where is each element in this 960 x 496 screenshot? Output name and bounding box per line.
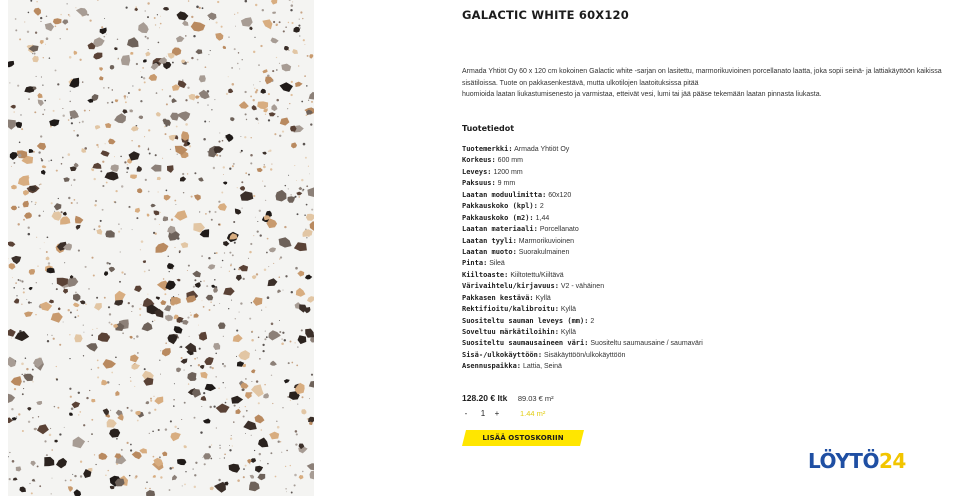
specs-list	[462, 144, 703, 373]
spec-value: Porcellanato	[539, 226, 579, 234]
spec-row	[462, 293, 703, 304]
quantity-area: 1.44 m²	[520, 409, 546, 418]
quantity-decrease-button[interactable]: -	[464, 409, 468, 418]
spec-row	[462, 144, 703, 155]
spec-value: Kiiltotettu/Kiiltävä	[510, 271, 564, 279]
spec-row	[462, 155, 703, 166]
spec-label: Suositeltu saumausaineen väri:	[462, 339, 589, 348]
spec-row	[462, 338, 703, 349]
spec-value: 1200 mm	[493, 168, 523, 176]
spec-value: Sileä	[489, 260, 505, 268]
spec-value: 2	[590, 317, 595, 325]
spec-label: Korkeus:	[462, 156, 496, 165]
page-title: GALACTIC WHITE 60X120	[462, 8, 629, 22]
spec-value: Lattia, Seinä	[522, 363, 562, 371]
quantity-value[interactable]: 1	[480, 409, 486, 418]
spec-row	[462, 224, 703, 235]
spec-label: Suositeltu sauman leveys (mm):	[462, 316, 589, 325]
spec-value: Sisäkäyttöön/ulkokäyttöön	[544, 351, 626, 359]
spec-value: 60x120	[548, 191, 572, 199]
spec-value: V2 - vähäinen	[560, 283, 605, 291]
spec-row	[462, 178, 703, 189]
logo-text-number: 24	[878, 449, 906, 473]
spec-label: Värivaihtelu/kirjavuus:	[462, 282, 559, 291]
description-line: sisätiloissa. Tuote on pakkasenkestävä, mutta ulkotilojen laatoituksissa pitää	[462, 79, 699, 87]
spec-value: Kyllä	[560, 306, 577, 314]
spec-row	[462, 236, 703, 247]
spec-label: Laatan materiaali:	[462, 225, 538, 234]
spec-label: Pakkauskoko (kpl):	[462, 202, 538, 211]
spec-label: Leveys:	[462, 167, 492, 176]
spec-value: Marmorikuvioinen	[518, 237, 574, 245]
spec-row	[462, 270, 703, 281]
quantity-increase-button[interactable]: +	[494, 409, 500, 418]
add-to-cart-button[interactable]	[462, 430, 584, 446]
price: 128.20 € ltk	[462, 393, 508, 403]
spec-row	[462, 258, 703, 269]
spec-label: Pakkasen kestävä:	[462, 293, 534, 302]
spec-value: Suositeltu saumausaine / saumaväri	[590, 340, 703, 348]
specs-title: Tuotetiedot	[462, 124, 515, 133]
add-to-cart-label: LISÄÄ OSTOSKORIIN	[482, 434, 564, 442]
spec-label: Pinta:	[462, 259, 488, 268]
spec-row	[462, 304, 703, 315]
description-line: Armada Yhtiöt Oy 60 x 120 cm kokoinen Galactic white -sarjan on lasitettu, marmorikuvioinen porcellanato laatta, joka sopii seinä- ja lattiakäyttöön kaikissa	[462, 68, 942, 75]
spec-label: Pakkauskoko (m2):	[462, 213, 534, 222]
spec-value: 1,44	[535, 214, 550, 222]
spec-row	[462, 316, 703, 327]
spec-label: Laatan muoto:	[462, 247, 517, 256]
unit-price: 89.03 € m²	[517, 394, 554, 403]
spec-row	[462, 213, 703, 224]
spec-value: Armada Yhtiöt Oy	[514, 146, 570, 153]
spec-label: Paksuus:	[462, 179, 496, 188]
spec-row	[462, 167, 703, 178]
spec-row	[462, 281, 703, 292]
spec-label: Laatan moduulimitta:	[462, 190, 547, 199]
spec-value: 600 mm	[497, 157, 523, 165]
description-line: huomioida laatan liukastumisenesto ja varmistaa, etteivät vesi, lumi tai jää pääse tekemään laatan pinnasta liukasta.	[462, 91, 822, 99]
spec-label: Sisä-/ulkokäyttöön:	[462, 350, 543, 359]
spec-label: Rektifioitu/kalibroitu:	[462, 305, 559, 314]
spec-value: Suorakulmainen	[518, 248, 570, 256]
spec-value: 2	[539, 203, 544, 211]
spec-label: Asennuspaikka:	[462, 362, 522, 371]
spec-value: 9 mm	[497, 180, 516, 188]
spec-label: Tuotemerkki:	[462, 145, 513, 153]
spec-label: Laatan tyyli:	[462, 236, 517, 245]
product-image[interactable]	[8, 0, 314, 496]
brand-logo[interactable]	[808, 448, 906, 474]
price-row	[462, 388, 554, 406]
spec-row	[462, 327, 703, 338]
spec-row	[462, 247, 703, 258]
spec-row	[462, 350, 703, 361]
spec-row	[462, 361, 703, 372]
spec-row	[462, 190, 703, 201]
spec-value: Kyllä	[535, 294, 551, 302]
spec-label: Soveltuu märkätiloihin:	[462, 328, 559, 336]
spec-label: Kiiltoaste:	[462, 270, 509, 279]
spec-value: Kyllä	[560, 329, 577, 336]
logo-text-main: LÖYTÖ	[808, 449, 879, 473]
terrazzo-tile-image	[8, 0, 314, 496]
product-description	[462, 66, 954, 101]
spec-row	[462, 201, 703, 212]
